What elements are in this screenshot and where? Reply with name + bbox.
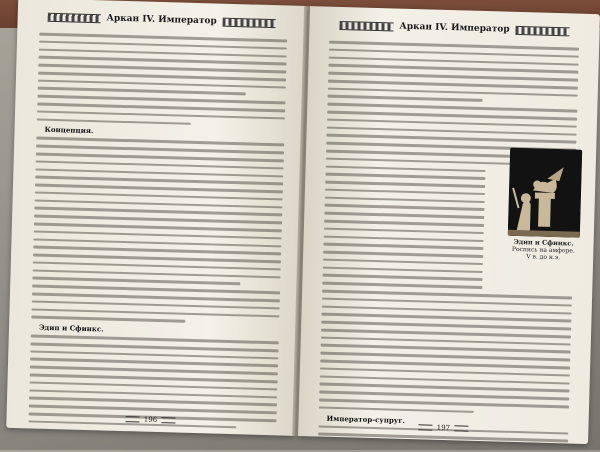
ornament-rule [48, 12, 101, 22]
folio-ornament [126, 416, 140, 422]
left-running-head-band [47, 9, 275, 31]
folio-ornament [161, 417, 175, 423]
right-page [298, 6, 600, 444]
figure-caption [507, 239, 580, 262]
left-page [6, 0, 306, 436]
figure [507, 148, 582, 262]
ornament-rule [339, 20, 393, 31]
ornament-rule [223, 17, 276, 27]
ornament-rule [516, 25, 570, 36]
left-running-head: Аркан IV. Император [106, 13, 217, 27]
figure-caption-line: Роспись на амфоре. [511, 245, 575, 255]
left-page-body [29, 33, 287, 410]
left-lead-1: Концепция. [44, 125, 94, 136]
sphinx-and-oedipus-illustration-icon [508, 148, 582, 238]
figure-caption-line: V в. до н.э. [526, 253, 561, 262]
figure-caption-title: Эдип и Сфинкс. [513, 237, 574, 248]
left-page-number-text: 196 [143, 415, 158, 425]
right-running-head-band [339, 17, 569, 39]
folio-ornament [419, 424, 433, 430]
open-book [6, 0, 600, 452]
right-lead-1: Император-супруг. [326, 413, 406, 425]
left-lead-2: Эдип и Сфинкс. [38, 322, 104, 334]
right-page-number-text: 197 [436, 423, 451, 433]
right-running-head: Аркан IV. Император [399, 21, 510, 35]
folio-ornament [454, 425, 468, 431]
